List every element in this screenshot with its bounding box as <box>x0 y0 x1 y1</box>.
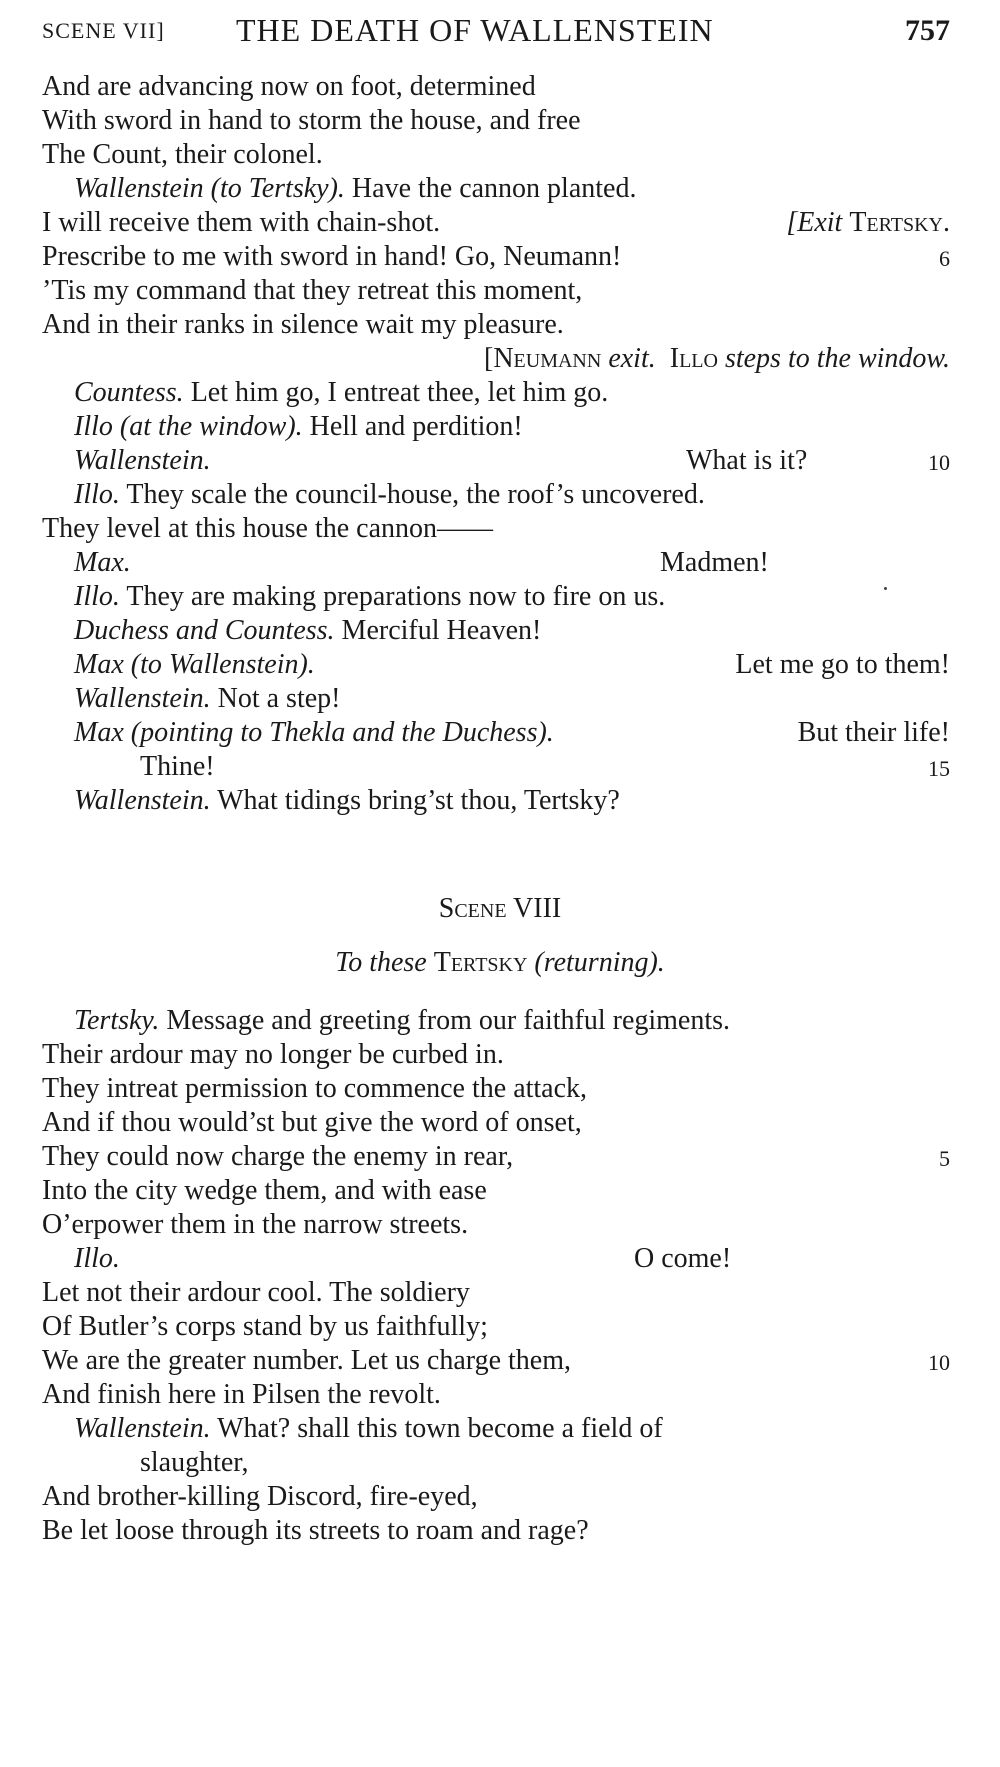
verse-line: And if thou would’st but give the word of onset, <box>42 1107 582 1138</box>
verse-line: Let not their ardour cool. The soldiery <box>42 1277 470 1308</box>
stage-direction: [Exit Tertsky. <box>786 207 950 238</box>
verse-line: ’Tis my command that they retreat this moment, <box>42 275 583 306</box>
speech-line <box>42 1344 950 1378</box>
speech-text: They scale the council-house, the roof’s uncovered. <box>126 479 705 510</box>
running-head-title: THE DEATH OF WALLENSTEIN <box>236 12 714 48</box>
speaker-name: Illo (at the window). <box>74 411 303 442</box>
line-number: 10 <box>928 1350 950 1375</box>
speech-text: Prescribe to me with sword in hand! Go, Neumann! <box>42 241 622 272</box>
speech-line <box>74 172 950 206</box>
verse-line: The Count, their colonel. <box>42 139 323 170</box>
speech-text: Not a step! <box>217 683 341 714</box>
speech-line <box>140 750 950 784</box>
speech-text: But their life! <box>797 717 950 748</box>
verse-line: O’erpower them in the narrow streets. <box>42 1209 469 1240</box>
line-number: 5 <box>939 1146 950 1171</box>
verse-line: They level at this house the cannon—— <box>42 513 493 544</box>
speech-line <box>74 1004 950 1038</box>
speech-line <box>42 240 950 274</box>
page-number: 757 <box>905 14 950 47</box>
stage-direction-line: To these Tertsky (returning). <box>335 947 665 978</box>
line-number: 15 <box>928 756 950 781</box>
speech-text: Madmen! <box>660 547 769 578</box>
scene-heading: Scene VIII <box>438 893 562 924</box>
speech-text: Message and greeting from our faithful regiments. <box>166 1005 731 1036</box>
speech-line <box>74 410 950 444</box>
speech-line <box>74 580 950 614</box>
speech-text: They are making preparations now to fire on us. <box>126 581 666 612</box>
speech-line <box>74 682 950 716</box>
speech-text: We are the greater number. Let us charge them, <box>42 1345 571 1376</box>
speaker-name: Illo. <box>74 1243 120 1274</box>
speaker-name: Tertsky. <box>74 1005 160 1036</box>
speech-text: O come! <box>634 1243 732 1274</box>
speech-line <box>74 614 950 648</box>
speech-line <box>74 1242 950 1276</box>
speech-line <box>74 478 950 512</box>
speaker-name: Max (pointing to Thekla and the Duchess). <box>74 717 554 748</box>
speech-text: What is it? <box>686 445 808 476</box>
speaker-name: Duchess and Countess. <box>74 615 335 646</box>
verse-line: And are advancing now on foot, determined <box>42 71 536 102</box>
speech-line <box>74 716 950 750</box>
speech-text: Let me go to them! <box>735 649 950 680</box>
speech-line <box>74 648 950 682</box>
speaker-name: Wallenstein. <box>74 683 211 714</box>
speech-line <box>74 1412 950 1446</box>
verse-line: And brother-killing Discord, fire-eyed, <box>42 1481 478 1512</box>
verse-line: And finish here in Pilsen the revolt. <box>42 1379 441 1410</box>
speaker-name: Max (to Wallenstein). <box>74 649 315 680</box>
speaker-name: Wallenstein. <box>74 785 211 816</box>
line-number: 6 <box>939 246 950 271</box>
speech-line <box>74 444 950 478</box>
speech-text: What? shall this town become a field of <box>217 1413 663 1444</box>
speech-text: Let him go, I entreat thee, let him go. <box>190 377 609 408</box>
speech-line <box>74 784 950 818</box>
stage-direction-line <box>42 342 950 376</box>
speech-line <box>42 1140 950 1174</box>
verse-line: Their ardour may no longer be curbed in. <box>42 1039 504 1070</box>
speech-line <box>74 546 950 580</box>
verse-line: They intreat permission to commence the attack, <box>42 1073 588 1104</box>
verse-line: Be let loose through its streets to roam and rage? <box>42 1515 589 1546</box>
verse-line: Of Butler’s corps stand by us faithfully; <box>42 1311 488 1342</box>
speech-text: I will receive them with chain-shot. <box>42 207 441 238</box>
speech-line <box>74 376 950 410</box>
speaker-name: Wallenstein. <box>74 445 211 476</box>
speech-text: Merciful Heaven! <box>341 615 542 646</box>
speech-text: They could now charge the enemy in rear, <box>42 1141 514 1172</box>
verse-line: With sword in hand to storm the house, and free <box>42 105 581 136</box>
speaker-name: Max. <box>74 547 131 578</box>
speaker-name: Illo. <box>74 581 120 612</box>
running-head-scene: SCENE VII] <box>42 18 165 43</box>
speaker-name: Illo. <box>74 479 120 510</box>
stage-direction: [Neumann exit. Illo steps to the window. <box>484 343 950 374</box>
verse-line: Into the city wedge them, and with ease <box>42 1175 487 1206</box>
speech-text: What tidings bring’st thou, Tertsky? <box>217 785 620 816</box>
speaker-name: Countess. <box>74 377 184 408</box>
speech-text: Hell and perdition! <box>309 411 523 442</box>
verse-line: slaughter, <box>140 1447 249 1478</box>
line-number: 10 <box>928 450 950 475</box>
verse-line: And in their ranks in silence wait my pleasure. <box>42 309 564 340</box>
speaker-name: Wallenstein. <box>74 1413 211 1444</box>
speech-text: Have the cannon planted. <box>351 173 637 204</box>
speech-line <box>42 206 950 240</box>
ink-speck <box>884 587 887 590</box>
speaker-name: Wallenstein (to Tertsky). <box>74 173 345 204</box>
speech-text: Thine! <box>140 751 215 782</box>
